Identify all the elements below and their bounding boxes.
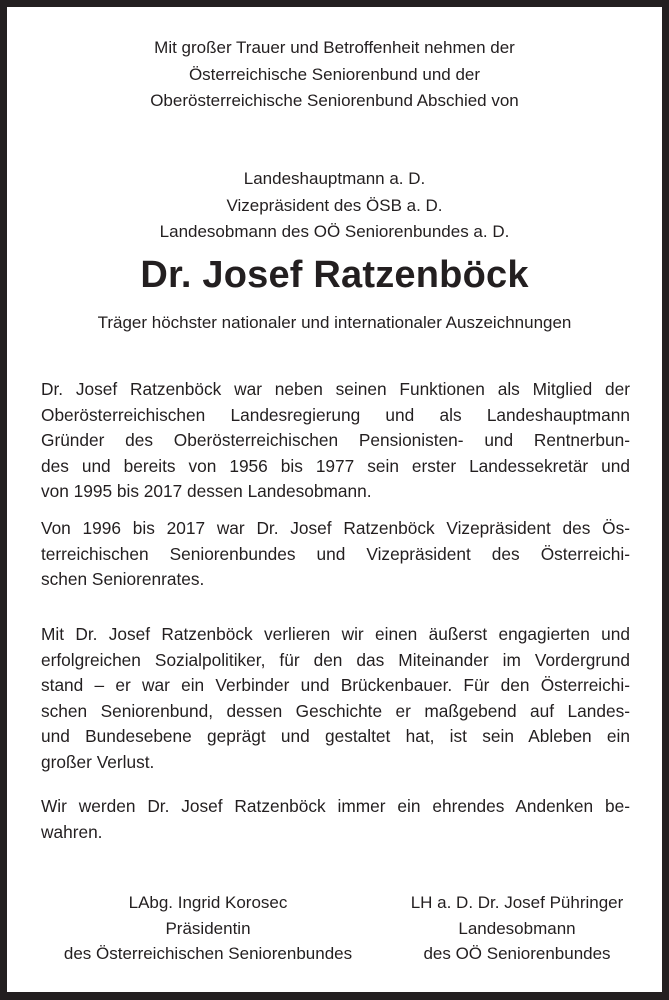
intro-line: Oberösterreichische Seniorenbund Abschied von — [150, 91, 519, 110]
paragraph-line: großer Verlust. — [41, 751, 155, 772]
signature-left — [35, 890, 381, 967]
paragraph-line: Gründer des Oberösterreichischen Pensionisten- und Rentnerbun- — [41, 430, 630, 451]
intro-line: Österreichische Seniorenbund und der — [188, 64, 481, 84]
signatory-organization: des Österreichischen Seniorenbundes — [63, 944, 353, 963]
paragraph-line: erfolgreichen Sozialpolitiker, für den das Miteinander im Vordergrund — [41, 649, 630, 670]
paragraph-tribute — [41, 622, 630, 776]
paragraph-functions — [41, 377, 630, 505]
paragraph-line: Dr. Josef Ratzenböck war neben seinen Funktionen als Mitglied der — [41, 379, 630, 399]
obituary-notice — [7, 7, 662, 992]
paragraph-line: Wir werden Dr. Josef Ratzenböck immer ein ehrendes Andenken be- — [41, 796, 630, 816]
deceased-name: Dr. Josef Ratzenböck — [140, 254, 529, 296]
signatory-role: Landesobmann — [458, 918, 576, 938]
signatory-organization: des OÖ Seniorenbundes — [423, 944, 611, 963]
paragraph-line: terreichischen Seniorenbundes und Vizepräsident des Österreichi- — [41, 543, 630, 564]
paragraph-line: von 1995 bis 2017 dessen Landesobmann. — [41, 481, 372, 502]
intro-text — [7, 35, 662, 115]
signature-right — [385, 890, 649, 967]
intro-line: Mit großer Trauer und Betroffenheit nehmen der — [154, 38, 515, 57]
paragraph-line: wahren. — [41, 821, 103, 842]
title-line: Landesobmann des OÖ Seniorenbundes a. D. — [159, 222, 510, 241]
paragraph-vice-president — [41, 516, 630, 593]
signatory-name: LH a. D. Dr. Josef Pühringer — [410, 893, 624, 912]
honors-line: Träger höchster nationaler und internationaler Auszeichnungen — [97, 313, 572, 332]
paragraph-line: schen Seniorenbund, dessen Geschichte er maßgebend auf Landes- — [41, 700, 630, 721]
paragraph-line: Mit Dr. Josef Ratzenböck verlieren wir einen äußerst engagierten und — [41, 624, 630, 644]
paragraph-remembrance — [41, 794, 630, 845]
paragraph-line: schen Seniorenrates. — [41, 569, 205, 590]
title-line: Vizepräsident des ÖSB a. D. — [226, 195, 443, 215]
signatory-name: LAbg. Ingrid Korosec — [128, 893, 288, 912]
paragraph-line: des und bereits von 1956 bis 1977 sein erster Landessekretär und — [41, 455, 630, 476]
paragraph-line: stand – er war ein Verbinder und Brückenbauer. Für den Österreichi- — [41, 675, 630, 696]
signatory-role: Präsidentin — [165, 918, 251, 938]
title-line: Landeshauptmann a. D. — [243, 169, 426, 188]
paragraph-line: Oberösterreichischen Landesregierung und als Landeshauptmann — [41, 404, 630, 425]
paragraph-line: und Bundesebene geprägt und gestaltet hat, ist sein Ableben ein — [41, 726, 630, 747]
paragraph-line: Von 1996 bis 2017 war Dr. Josef Ratzenböck Vizepräsident des Ös- — [41, 518, 630, 538]
former-titles — [7, 166, 662, 246]
